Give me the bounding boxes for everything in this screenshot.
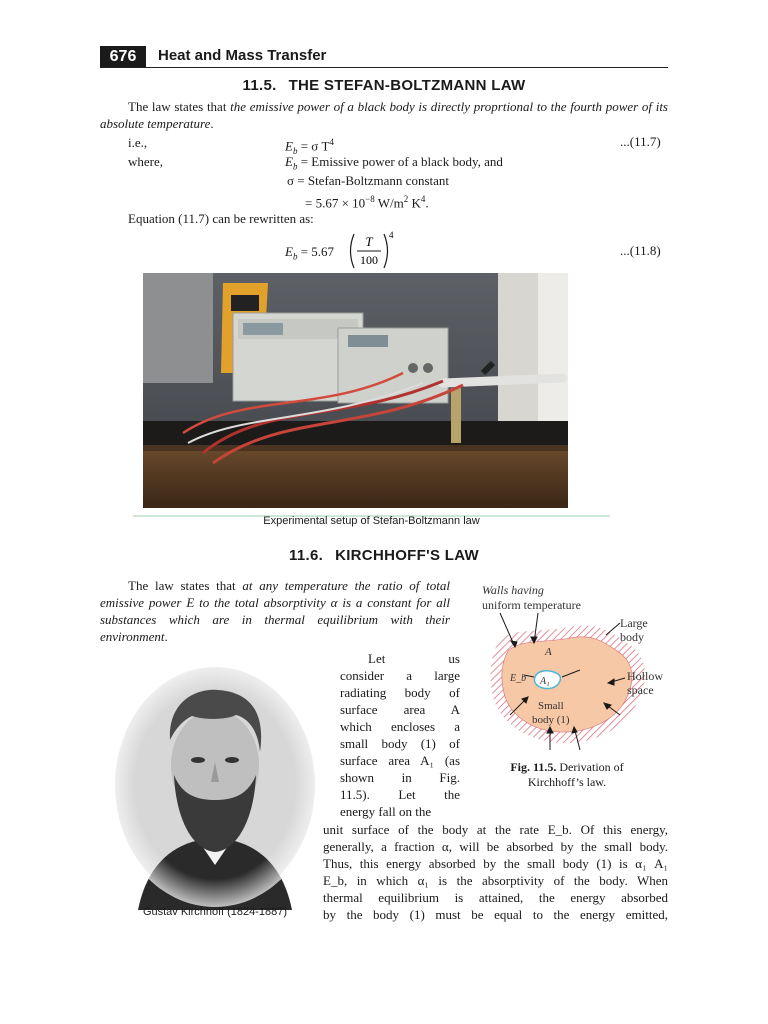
kirchhoff-diagram bbox=[480, 585, 670, 760]
body-text-line: unit surface of the body at the rate E_b. Of this energy, bbox=[323, 822, 668, 837]
section-title-kirchhoff: 11.6. KIRCHHOFF'S LAW bbox=[289, 547, 479, 564]
equation-11-7: $E_b = \sigma$ $T^4$ bbox=[285, 137, 334, 156]
equation-number-11-8: ...(11.8) bbox=[620, 243, 661, 258]
svg-text:body: body bbox=[620, 630, 644, 644]
experimental-setup-photo bbox=[143, 273, 568, 508]
svg-text:space: space bbox=[627, 683, 654, 697]
portrait-caption: Gustav Kirchhoff (1824-1887) bbox=[142, 906, 288, 918]
running-header bbox=[100, 46, 668, 68]
body-text-line: Thus, this energy absorbed by the small body (1) is α₁ A₁ bbox=[323, 856, 668, 871]
svg-text:body (1): body (1) bbox=[532, 714, 570, 726]
svg-text:Hollow: Hollow bbox=[627, 669, 663, 683]
svg-text:uniform temperature: uniform temperature bbox=[482, 598, 581, 612]
figure-caption: Fig. 11.5. Derivation of Kirchhoff’s law. bbox=[510, 760, 624, 789]
stefan-intro-paragraph: The law states that the emissive power of a black body is directly proprtional to the fourth power of its absolute temperature. bbox=[100, 99, 668, 131]
equation-number-11-7: ...(11.7) bbox=[620, 134, 661, 149]
narrow-text-line: 11.5). Let the bbox=[340, 787, 460, 802]
kirchhoff-intro-paragraph: The law states that at any temperature the ratio of total emissive power E to the total absorptivity α is a constant for all substances which are in thermal equilibrium with their environment. bbox=[100, 578, 450, 644]
narrow-text-line: energy fall on the bbox=[340, 804, 432, 819]
body-text-line: generally, a fraction α, will be absorbed by the small body. bbox=[323, 839, 668, 854]
svg-text:A₁: A₁ bbox=[540, 676, 550, 687]
fraction-denominator: 100 bbox=[360, 253, 378, 267]
svg-text:Small: Small bbox=[538, 700, 564, 712]
narrow-text-line: surface area A₁ (as bbox=[340, 753, 460, 768]
section-title-stefan-boltzmann: 11.5. THE STEFAN-BOLTZMANN LAW bbox=[242, 77, 526, 94]
body-text-line: by the body (1) must be equal to the energy emitted, bbox=[323, 907, 668, 922]
narrow-text-line: small body (1) of bbox=[340, 736, 460, 751]
fraction-power: 4 bbox=[389, 230, 394, 240]
photo-caption: Experimental setup of Stefan-Boltzmann law bbox=[263, 515, 480, 527]
svg-text:A: A bbox=[545, 646, 552, 658]
svg-text:E_b: E_b bbox=[510, 673, 527, 684]
definition-sigma-value: = $5.67 \times 10^{-8}$ $W/m^2$ $K^4$. bbox=[305, 194, 429, 211]
svg-text:Large: Large bbox=[620, 616, 648, 630]
definition-sigma: σ = Stefan-Boltzmann constant bbox=[287, 173, 449, 188]
book-title: Heat and Mass Transfer bbox=[158, 47, 327, 64]
rewrite-text: Equation (11.7) can be rewritten as: bbox=[128, 211, 314, 226]
narrow-text-line: consider a large bbox=[340, 668, 460, 683]
narrow-text-line: surface area A bbox=[340, 702, 460, 717]
narrow-text-line: which encloses a bbox=[340, 719, 460, 734]
narrow-text-line: shown in Fig. bbox=[340, 770, 460, 785]
page-number: 676 bbox=[100, 46, 146, 67]
equation-11-8: $E_b = 5.67$ bbox=[285, 244, 335, 262]
body-text-line: E_b, in which α₁ is the absorptivity of the body. When bbox=[323, 873, 668, 888]
body-text-line: thermal equilibrium is attained, the energy absorbed bbox=[323, 890, 668, 905]
fraction-numerator: T bbox=[365, 234, 373, 249]
kirchhoff-portrait bbox=[108, 660, 322, 910]
where-label: where, bbox=[128, 154, 164, 169]
narrow-text-line: Let us bbox=[368, 651, 460, 666]
definition-eb: $E_b$ = Emissive power of a black body, and bbox=[285, 154, 503, 172]
equation-11-8-fraction bbox=[346, 228, 396, 274]
svg-text:Walls having: Walls having bbox=[482, 585, 544, 597]
ie-label: i.e., bbox=[128, 135, 148, 150]
narrow-text-line: radiating body of bbox=[340, 685, 460, 700]
